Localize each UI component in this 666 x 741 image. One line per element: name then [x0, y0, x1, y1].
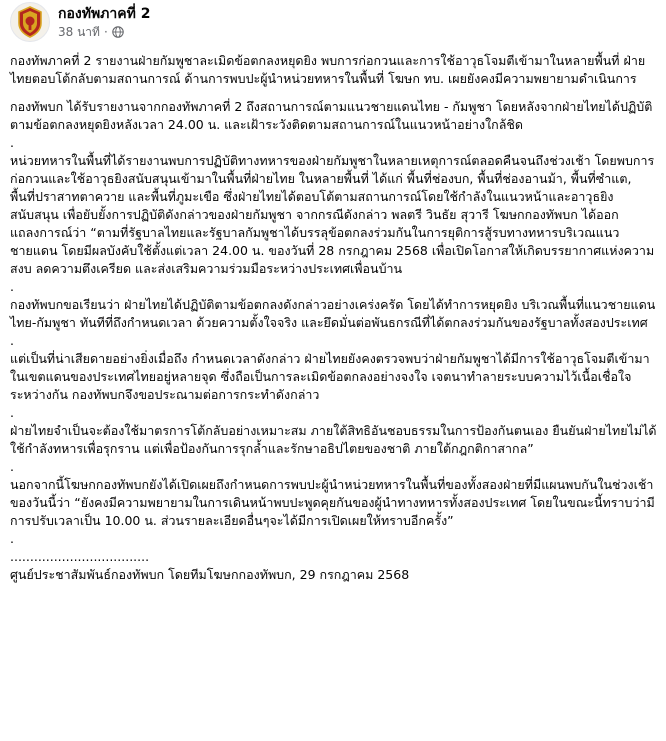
- army-emblem-icon[interactable]: [10, 2, 50, 42]
- separator-dot-line: .: [10, 135, 14, 150]
- post-body: [10, 52, 660, 584]
- post-header: [10, 2, 150, 42]
- page-name[interactable]: กองทัพภาคที่ 2: [58, 5, 151, 22]
- post-paragraph-meeting: นอกจากนี้โฆษกกองทัพบกยังได้เปิดเผยถึงกำหนดการพบปะผู้นำหน่วยทหารในพื้นที่ของทั้งสองฝ่ายที่มีแผนพบกันในช่วงเช้าของวันนี้ว่า “ยังคงมีความพยายามในการเดินหน้าพบปะพูดคุยกันของผู้นำทางทหารทั้งสองประเทศ โดยในขณะนี้ทราบว่ามีการปรับเวลาเป็น 10.00 น. ส่วนรายละเอียดอื่นๆจะได้มีการเปิดเผยให้ทราบอีกครั้ง”: [10, 477, 655, 528]
- post-paragraph-violation: แต่เป็นที่น่าเสียดายอย่างยิ่งเมื่อถึง กำหนดเวลาดังกล่าว ฝ่ายไทยยังคงตรวจพบว่าฝ่ายกัมพูชาได้มีการใช้อาวุธโจมตีเข้ามาในเขตแดนของประเทศไทยอยู่หลายจุด ซึ่งถือเป็นการละเมิดข้อตกลงอย่างจงใจ เจตนาทำลายระบบความไว้เนื้อเชื่อใจระหว่างกัน กองทัพบกจึงขอประณามต่อการกระทำดังกล่าว: [10, 351, 650, 402]
- timestamp[interactable]: 38 นาที: [58, 24, 100, 39]
- separator-dot-line: .: [10, 459, 14, 474]
- separator-dot: ·: [103, 24, 108, 39]
- post-paragraph-summary: กองทัพภาคที่ 2 รายงานฝ่ายกัมพูชาละเมิดข้อตกลงหยุดยิง พบการก่อกวนและการใช้อาวุธโจมตีเข้ามาในหลายพื้นที่ ฝ่ายไทยตอบโต้กลับตามสถานการณ์ ด้านการพบปะผู้นำหน่วยทหารในพื้นที่ โฆษก ทบ. เผยยังคงมีความพยายามดำเนินการ: [10, 53, 646, 86]
- separator-dot-line: .: [10, 333, 14, 348]
- dotted-divider: ...................................: [10, 549, 150, 564]
- post-signature: ศูนย์ประชาสัมพันธ์กองทัพบก โดยทีมโฆษกกองทัพบก, 29 กรกฎาคม 2568: [10, 567, 410, 582]
- post-paragraph-response: ฝ่ายไทยจำเป็นจะต้องใช้มาตรการโต้กลับอย่างเหมาะสม ภายใต้สิทธิอันชอบธรรมในการป้องกันตนเอง ยืนยันฝ่ายไทยไม่ได้ใช้กำลังทหารเพื่อรุกราน แต่เพื่อป้องกันการรุกล้ำและรักษาอธิปไตยของชาติ ภายใต้กฎกติกาสากล”: [10, 423, 657, 456]
- separator-dot-line: .: [10, 531, 14, 546]
- post-paragraph-report: กองทัพบก ได้รับรายงานจากกองทัพภาคที่ 2 ถึงสถานการณ์ตามแนวชายแดนไทย - กัมพูชา โดยหลังจากฝ่ายไทยได้ปฏิบัติตามข้อตกลงหยุดยิงหลังเวลา 24.00 น. และเฝ้าระวังติดตามสถานการณ์ในแนวหน้าอย่างใกล้ชิด: [10, 99, 653, 132]
- post-paragraph-compliance: กองทัพบกขอเรียนว่า ฝ่ายไทยได้ปฏิบัติตามข้อตกลงดังกล่าวอย่างเคร่งครัด โดยได้ทำการหยุดยิง บริเวณพื้นที่แนวชายแดน ไทย-กัมพูชา ทันทีที่ถึงกำหนดเวลา ด้วยความตั้งใจจริง และยึดมั่นต่อพันธกรณีที่ได้ตกลงร่วมกันของรัฐบาลทั้งสองประเทศ: [10, 297, 656, 330]
- separator-dot-line: .: [10, 279, 14, 294]
- globe-icon: [112, 26, 124, 38]
- post-meta: [58, 24, 150, 40]
- post-paragraph-incidents: หน่วยทหารในพื้นที่ได้รายงานพบการปฏิบัติทางทหารของฝ่ายกัมพูชาในหลายเหตุการณ์ตลอดคืนจนถึงช่วงเช้า โดยพบการก่อกวนและใช้อาวุธยิงสนับสนุนเข้ามาในพื้นที่ฝ่ายไทย ในหลายพื้นที่ ได้แก่ พื้นที่ช่องบก, พื้นที่ช่องอานม้า, พื้นที่ซำแต, พื้นที่ปราสาทตาควาย และพื้นที่ภูมะเขือ ซึ่งฝ่ายไทยได้ตอบโต้ตามสถานการณ์โดยใช้กำลังในแนวหน้าและอาวุธยิงสนับสนุน เพื่อยับยั้งการปฏิบัติดังกล่าวของฝ่ายกัมพูชา จากกรณีดังกล่าว พลตรี วินธัย สุวารี โฆษกกองทัพบก ได้ออกแถลงการณ์ว่า “ตามที่รัฐบาลไทยและรัฐบาลกัมพูชาได้บรรลุข้อตกลงร่วมกันในการยุติการสู้รบทางทหารบริเวณแนวชายแดน โดยมีผลบังคับใช้ตั้งแต่เวลา 24.00 น. ของวันที่ 28 กรกฎาคม 2568 เพื่อเปิดโอกาสให้เกิดบรรยากาศแห่งความสงบ ลดความตึงเครียด และส่งเสริมความร่วมมือระหว่างประเทศเพื่อนบ้าน: [10, 153, 655, 276]
- separator-dot-line: .: [10, 405, 14, 420]
